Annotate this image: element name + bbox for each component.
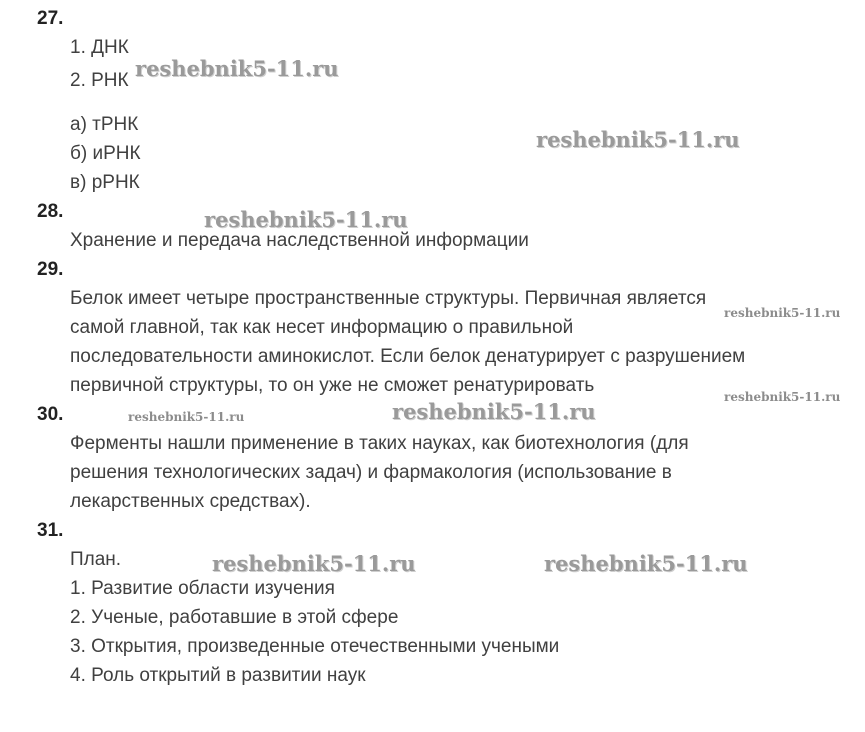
watermark: reshebnik5-11.ru xyxy=(544,551,748,576)
watermark: reshebnik5-11.ru xyxy=(204,207,408,232)
q29-answer-line-3: последовательности аминокислот. Если белок денатурирует с разрушением xyxy=(70,346,746,367)
question-number-27: 27. xyxy=(37,8,64,29)
question-number-28: 28. xyxy=(37,201,64,222)
question-number-30: 30. xyxy=(37,404,64,425)
q27-subitem-c: в) рРНК xyxy=(70,172,140,193)
q31-plan-item-4: 4. Роль открытий в развитии наук xyxy=(70,665,366,686)
q30-answer-line-2: решения технологических задач) и фармакология (использование в xyxy=(70,462,672,483)
q31-plan-item-2: 2. Ученые, работавшие в этой сфере xyxy=(70,607,399,628)
q30-answer-line-1: Ферменты нашли применение в таких науках, как биотехнология (для xyxy=(70,433,689,454)
q31-plan-label: План. xyxy=(70,549,122,570)
watermark: reshebnik5-11.ru xyxy=(536,127,740,152)
question-number-29: 29. xyxy=(37,259,64,280)
watermark: reshebnik5-11.ru xyxy=(724,390,841,404)
q29-answer-line-4: первичной структуры, то он уже не сможет ренатурировать xyxy=(70,375,595,396)
watermark: reshebnik5-11.ru xyxy=(212,551,416,576)
question-number-31: 31. xyxy=(37,520,64,541)
watermark: reshebnik5-11.ru xyxy=(128,410,245,424)
q27-item-2: 2. РНК xyxy=(70,70,129,91)
watermark: reshebnik5-11.ru xyxy=(392,399,596,424)
q29-answer-line-1: Белок имеет четыре пространственные структуры. Первичная является xyxy=(70,288,707,309)
q31-plan-item-3: 3. Открытия, произведенные отечественными учеными xyxy=(70,636,560,657)
q27-subitem-b: б) иРНК xyxy=(70,143,141,164)
q28-answer: Хранение и передача наследственной информации xyxy=(70,230,529,251)
q31-plan-item-1: 1. Развитие области изучения xyxy=(70,578,335,599)
q30-answer-line-3: лекарственных средствах). xyxy=(70,491,311,512)
q27-subitem-a: а) тРНК xyxy=(70,114,139,135)
q27-item-1: 1. ДНК xyxy=(70,37,129,58)
watermark: reshebnik5-11.ru xyxy=(724,306,841,320)
q29-answer-line-2: самой главной, так как несет информацию о правильной xyxy=(70,317,574,338)
watermark: reshebnik5-11.ru xyxy=(135,56,339,81)
